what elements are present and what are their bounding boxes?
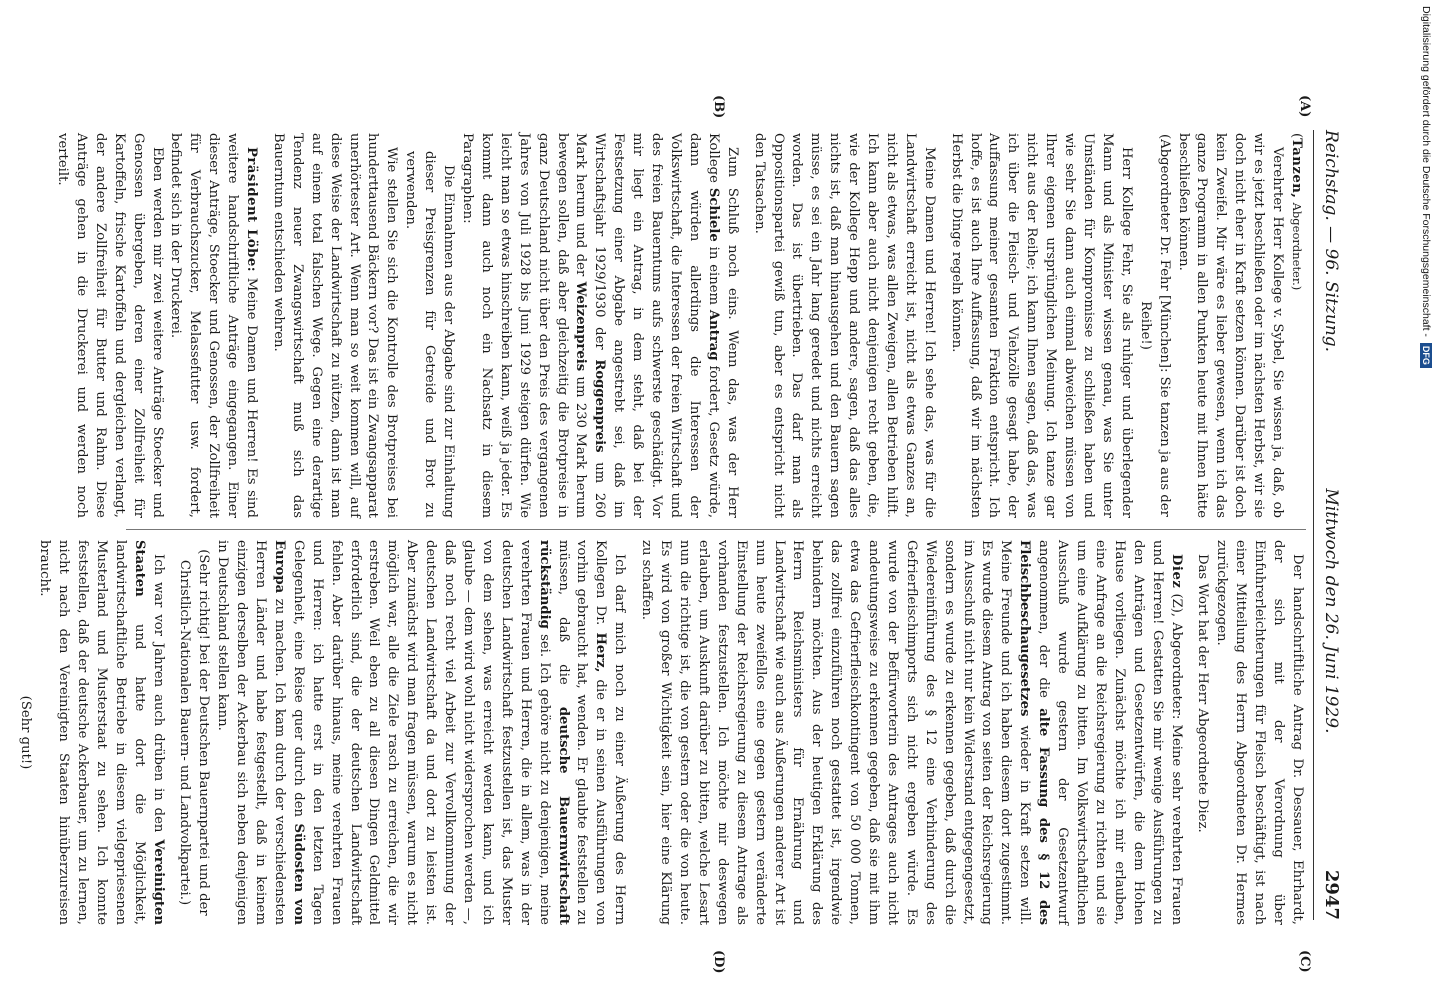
speaker-name: Tanzen, — [1289, 138, 1304, 199]
emphasis: deutsche Bauernwirtschaft rückständig — [536, 540, 571, 925]
speaker-name: Präsident Löbe: — [244, 147, 260, 273]
margin-marker-a: (A) — [1297, 95, 1312, 118]
page-number: 2947 — [1321, 869, 1342, 920]
speaker-role: Abgeordneter.) — [1290, 202, 1304, 291]
text-run: in einem — [705, 246, 721, 306]
right-column — [15, 540, 1306, 925]
digitization-credit — [1418, 6, 1434, 996]
speaker-name: Diez — [1168, 554, 1184, 589]
emphasis: Südosten von Europa — [271, 540, 306, 925]
emphasis: Vereinigten Staaten — [131, 540, 166, 925]
text-run: fordert, Gesetz würde, dann würden allerdings die Interessen der Volkswirtschaft, die Interessen der freien Wirtschaft und des freien Bauerntums aufs schwerste geschädigt. Vor mir liegt ein Antrag, in dem steht, daß bei der Festsetzung einer Abgabe angestrebt sei, daß im Wirtschaftsjahr 1929/1930 der — [592, 133, 721, 519]
text-run: um 260 Mark herum und der — [573, 133, 608, 518]
paragraph — [636, 540, 1184, 925]
text-run: Zum Schluß noch eins. Wenn das, was der Herr Kollege — [705, 133, 740, 518]
text-run: und hatte dort die Möglichkeit, landwirtschaftliche Betriebe in diesem vielgepriesenen Musterland und Musterstaat zu sehen. Ich konnte feststellen, daß der deutsche Ackerbauer, um zu lernen, nicht nach den Vereinigten Staaten hinüberzureisen braucht. — [37, 540, 147, 926]
speaker-role: (Z), Abgeordneter: — [1168, 593, 1184, 720]
interjection: (Sehr richtig! bei der Deutschen Bauernpartei und der Christlich-Nationalen Bauern- und Landvolkpartei.) — [177, 549, 212, 916]
emphasis: Weizenpreis — [573, 281, 589, 372]
text-run: Meine Damen und Herren! Es sind weitere handschriftliche Anträge eingegangen. Einer dieser Anträge, Stoecker und Genossen, der Zollfreiheit für Verbrauchszucker, Melassefutter usw. fordert, befindet sich in der Druckerei. — [168, 133, 260, 518]
running-head — [1318, 130, 1342, 920]
header-date: Mittwoch den 26. Juni 1929. — [1321, 488, 1341, 734]
header-rule — [1313, 130, 1314, 920]
quoted-clause: Die Einnahmen aus der Abgabe sind zur Einhaltung dieser Preisgrenzen für Getreide und Brot zu verwenden. — [403, 151, 457, 518]
paragraph: Meine Damen und Herren! Ich sehe das, was für die Landwirtschaft erreicht ist, nicht als etwas Ganzes an, nicht als etwas, was allen Zweigen, allen Betrieben hilft. Ich kann aber auch nicht denjenigen recht geben, die, wie der Kollege Hepp und andere, sagen, daß das alles nichts ist, daß man hinausgehen und den Bauern sagen müsse, es sei ein Jahr lang geredet und nichts erreicht worden. Das ist übertrieben. Das darf man als Oppositionspartei gewiß tun, aber es entspricht nicht den Tatsachen. — [751, 133, 937, 518]
margin-marker-b: (B) — [711, 95, 726, 119]
text-run: Ich darf mich noch zu einer Äußerung des Herrn Kollegen Dr. — [593, 540, 628, 925]
left-column — [52, 133, 1306, 518]
paragraph: Das Wort hat der Herr Abgeordnete Diez. — [1195, 554, 1211, 833]
emphasis: Roggenpreis — [592, 359, 608, 453]
emphasis: alte Fassung des § 12 des Fleischbeschaugesetzes — [1017, 540, 1052, 925]
dfg-logo: DFG — [1420, 343, 1432, 368]
text-run: sei. Ich gehöre nicht zu denjenigen, meine verehrten Frauen und Herren, die in allem, was in der deutschen Landwirtschaft festzustellen ist, das Muster von dem sehen, was erreicht werden kann, und ich glaube — dem wird wohl nicht widersprochen werden —, daß noch recht viel Arbeit zur Vervollkommnung der deutschen Landwirtschaft da und dort zu leisten ist. Aber zunächst wird man fragen müssen, warum es nicht möglich war, alle die Ziele rasch zu erreichen, die wir erstreben. Weil eben zu all diesen Dingen Geldmittel erforderlich sind, die der deutschen Landwirtschaft fehlen. Aber darüber hinaus, meine verehrten Frauen und Herren: ich hatte erst in den letzten Tagen Gelegenheit, eine Reise quer durch den — [290, 540, 552, 925]
paragraph — [457, 133, 741, 518]
emphasis: Herz, — [593, 632, 609, 673]
margin-marker-d: (D) — [711, 950, 726, 974]
text-run: wieder in Kraft setzen will. Meine Freunde und ich haben diesem dort zugestimmt. Es wurde diesem Antrag von seiten der Reichsregierung im Ausschuß nicht nur kein Widerstand entgegengesetzt, sondern es wurde zu erkennen gegeben, daß durch die Wiedereinführung des § 12 eine Verhinderung des Gefrierfleischimports sich nicht ergeben würde. Es wurde von der Befürworterin des Antrages auch nicht andeutungsweise zu erkennen gegeben, daß sie mit ihm etwa das Gefrierfleischkontingent von 50 000 Tonnen, das zollfrei einzuführen noch gestattet ist, irgendwie behindern möchten. Aus der heutigen Erklärung des Herrn Reichsministers für Ernährung und Landwirtschaft wie auch aus Äußerungen anderer Art ist nun heute zweifellos eine gegen gestern veränderte Einstellung der Reichsregierung zu diesem Antrage als vorhanden festzustellen. Ich möchte mir deswegen erlauben, um Auskunft darüber zu bitten, welche Lesart nun die richtige ist, die von gestern oder die von heute. Es wird von großer Wichtigkeit sein, hier eine Klärung zu schaffen. — [639, 540, 1033, 925]
interjection: (Sehr gut!) — [18, 695, 34, 770]
header-left: Reichstag. — 96. Sitzung. — [1321, 130, 1341, 353]
paragraph — [212, 540, 628, 925]
credit-text: Digitalisierung gefördert durch die Deutsche Forschungsgemeinschaft - — [1420, 6, 1432, 337]
text-run: um 230 Mark herum bewegen sollen, daß aber gleichzeitig die Brotpreise in ganz Deutschland nicht über den Preis des vergangenen Jahres von Juli 1928 bis Juni 1929 steigen dürfen. Wie leicht man so etwas hinschreiben kann, weiß ja jeder. Es kommt dann auch noch ein Nachsatz in diesem Paragraphen: — [460, 133, 589, 518]
paragraph: Verehrter Herr Kollege v. Sybel, Sie wissen ja, daß, ob wir es jetzt beschließen oder im nächsten Herbst, wir sie doch nicht eher in Kraft setzen können. Darüber ist doch kein Zweifel. Mir wäre es lieber gewesen, wenn ich das ganze Programm in allen Punkten heute mit Ihnen hätte beschließen können. — [1175, 133, 1286, 518]
credit-text-row — [1418, 6, 1434, 996]
paragraph — [34, 540, 166, 925]
text-run: Ich war vor Jahren auch drüben in den — [150, 554, 166, 833]
emphasis: Antrag — [705, 309, 721, 361]
text-run: zu machen. Ich kam durch der verschiedensten Herren Länder und habe festgestellt, daß in keinem einzigen derselben der Ackerbau sich neben denjenigen in Deutschland stellen kann. — [215, 540, 287, 925]
paragraph: Eben werden mir zwei weitere Anträge Stoecker und Genossen übergeben, deren einer Zollfreiheit für Kartoffeln, frische Kartoffeln und dergleichen verlangt, der andere Zollfreiheit für Butter und Rahm. Diese Anträge gehen in die Druckerei und werden noch verteilt. — [55, 133, 165, 518]
paragraph: Wie stellen Sie sich die Kontrolle des Brotpreises bei hunderttausend Bäckern vor? Das ist ein Zwangsapparat unerhörtester Art. Wenn man so weit kommen will, auf diese Weise der Landwirtschaft zu nützen, dann ist man auf einem total falschen Wege. Gegen eine derartige Tendenz neuer Zwangswirtschaft muß sich das Bauerntum entschieden wehren. — [270, 133, 400, 518]
paragraph: Herr Kollege Fehr, Sie als ruhiger und überlegender Mann und als Minister wissen genau, was Sie unter Umständen für Kompromisse zu schließen haben und wie sehr Sie dann auch einmal abweichen müssen von Ihrer eigenen ursprünglichen Meinung. Ich tanze gar nicht aus der Reihe; ich kann Ihnen sagen, daß das, was ich über die Fleisch- und Viehzölle gesagt habe, der Auffassung meiner gesamten Fraktion entspricht. Ich hoffe, es ist auch Ihre Auffassung, daß wir im nächsten Herbst die Dinge regeln können. — [948, 133, 1134, 518]
paragraph: (Tanzen, Abgeordneter.) — [1289, 133, 1304, 291]
emphasis: Schiele — [705, 187, 721, 242]
text-run: die er in seinen Ausführungen von vorhin gebraucht hat, wenden. Er glaubte feststellen zu müssen, daß die — [555, 540, 609, 925]
text-run: Meine sehr verehrten Frauen und Herren! Gestatten Sie mir wenige Ausführungen zu den Anträgen und Gesetzentwürfen, die dem Hohen Hause vorliegen. Zunächst möchte ich mir erlauben, eine Anfrage an die Reichsregierung zu richten und sie um eine Aufklärung zu bitten. Im Volkswirtschaftlichen Ausschuß wurde gestern der Gesetzentwurf angenommen, der die — [1036, 540, 1184, 925]
interjection: (Abgeordneter Dr. Fehr [München]: Sie tanzen ja aus der Reihe!) — [1137, 134, 1172, 517]
column-divider — [126, 529, 1306, 530]
paragraph: Der handschriftliche Antrag Dr. Dessauer, Ehrhardt, der sich mit der Verordnung über Einfuhrerleichterungen für Fleisch beschäftigt, ist nach einer Mitteilung des Herrn Abgeordneten Dr. Hermes zurückgezogen. — [1214, 540, 1305, 925]
margin-marker-c: (C) — [1297, 950, 1312, 973]
paragraph — [166, 133, 261, 518]
